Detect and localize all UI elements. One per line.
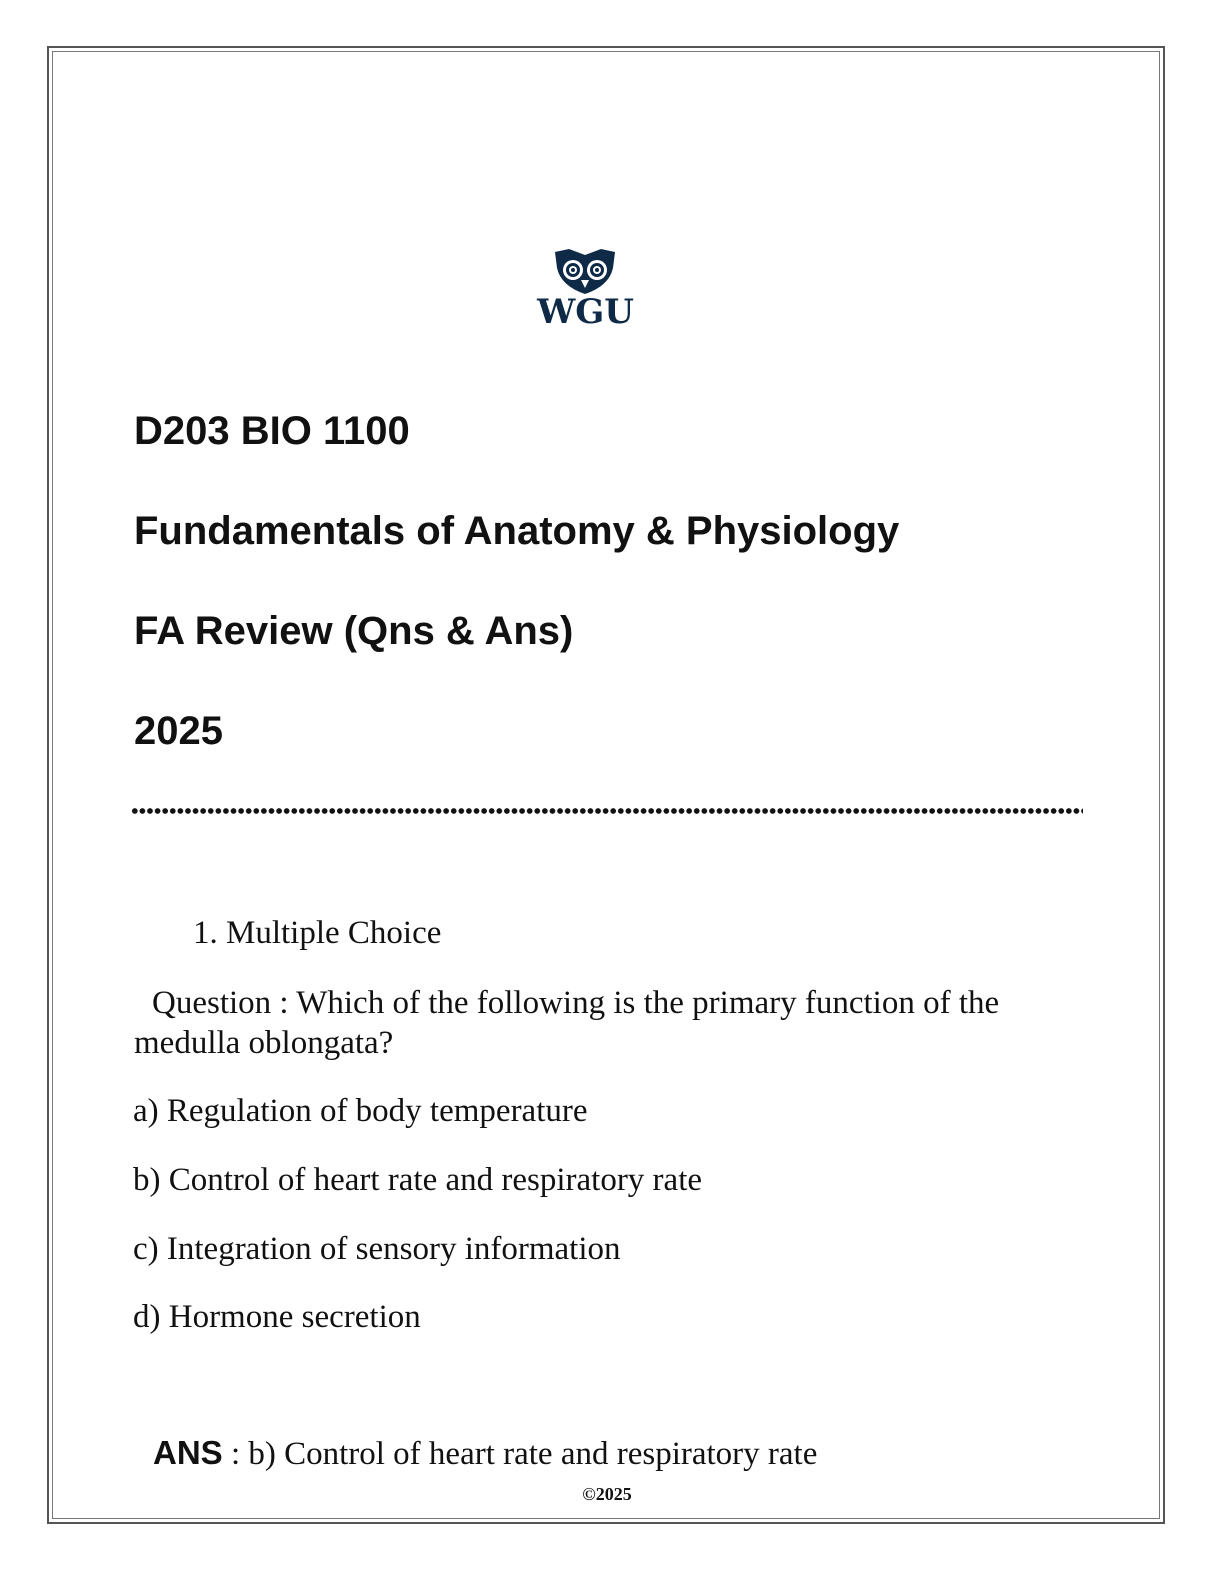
question-label: Question (152, 985, 272, 1021)
logo-wordmark: WGU (537, 292, 634, 332)
wgu-logo (533, 246, 638, 336)
document-subtitle: FA Review (Qns & Ans) (134, 609, 574, 653)
owl-icon (549, 246, 621, 296)
option-d: d) Hormone secretion (133, 1299, 421, 1335)
dotted-divider (131, 806, 1083, 816)
course-code: D203 BIO 1100 (134, 409, 410, 453)
footer-copyright: ©2025 (582, 1484, 632, 1504)
option-b: b) Control of heart rate and respiratory rate (133, 1162, 703, 1198)
option-c: c) Integration of sensory information (133, 1231, 621, 1267)
question-text (134, 983, 1094, 1063)
option-a: a) Regulation of body temperature (133, 1093, 588, 1129)
answer (153, 1434, 817, 1473)
section-heading: 1. Multiple Choice (193, 915, 442, 951)
question-body: : Which of the following is the primary function of the medulla oblongata? (134, 985, 1000, 1061)
answer-label: ANS (153, 1434, 223, 1471)
document-year: 2025 (134, 709, 223, 753)
course-name: Fundamentals of Anatomy & Physiology (134, 509, 900, 553)
answer-text: : b) Control of heart rate and respiratory rate (222, 1436, 818, 1472)
